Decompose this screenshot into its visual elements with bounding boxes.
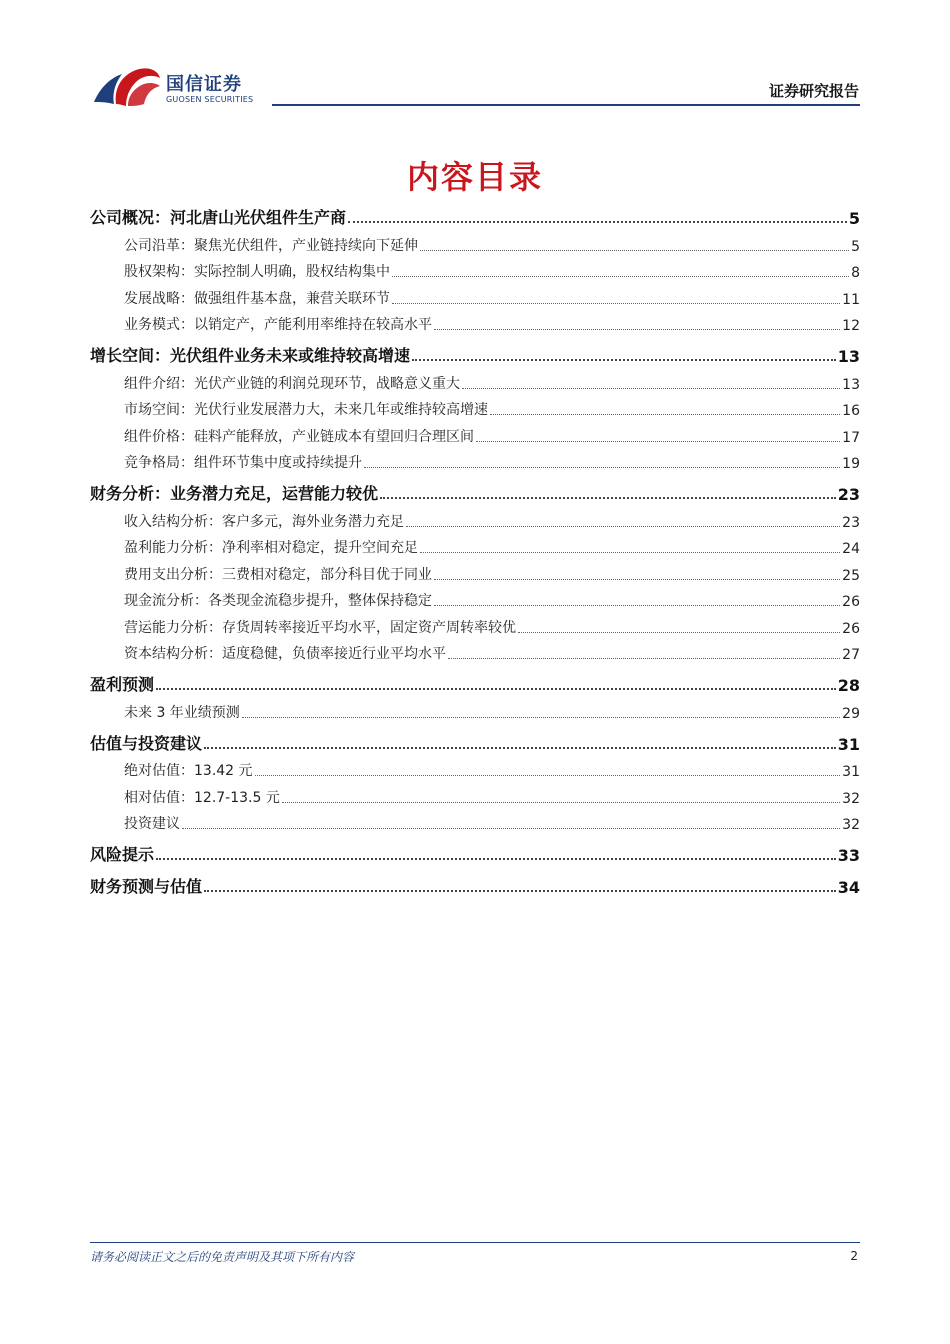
guosen-logo-icon xyxy=(92,66,162,108)
toc-subsection-link[interactable] xyxy=(90,535,860,562)
toc-subsection-link[interactable] xyxy=(90,699,860,726)
toc-leader-dots xyxy=(364,467,840,468)
toc-leader-dots xyxy=(406,526,840,527)
toc-entry-page: 27 xyxy=(842,647,860,663)
toc-leader-dots xyxy=(182,828,840,829)
toc-entry-page: 26 xyxy=(842,594,860,610)
toc-entry-text: 营运能力分析：存货周转率接近平均水平，固定资产周转率较优 xyxy=(124,619,516,636)
toc-entry-page: 17 xyxy=(842,429,860,446)
toc-section-link[interactable] xyxy=(90,837,860,869)
toc-leader-dots xyxy=(434,605,840,606)
toc-entry-text: 竞争格局：组件环节集中度或持续提升 xyxy=(124,455,362,471)
toc-section-link[interactable] xyxy=(90,869,860,901)
toc-subsection-link[interactable] xyxy=(90,588,860,615)
toc-leader-dots xyxy=(392,276,849,277)
toc-entry-text: 股权架构：实际控制人明确，股权结构集中 xyxy=(124,264,390,280)
toc-entry-page: 31 xyxy=(837,734,860,754)
toc-subsection-link[interactable] xyxy=(90,508,860,535)
toc-leader-dots xyxy=(255,775,841,776)
toc-entry-text: 增长空间：光伏组件业务未来或维持较高增速 xyxy=(90,346,411,365)
toc-leader-dots xyxy=(412,359,836,361)
toc-entry-text: 业务模式：以销定产，产能利用率维持在较高水平 xyxy=(124,317,432,333)
toc-entry-text: 估值与投资建议 xyxy=(90,733,203,753)
toc-leader-dots xyxy=(476,441,840,442)
toc-entry-page: 29 xyxy=(842,705,860,722)
page-header xyxy=(0,0,950,112)
toc-leader-dots xyxy=(420,552,840,553)
toc-subsection-link[interactable] xyxy=(90,641,860,668)
toc-subsection-link[interactable] xyxy=(90,232,860,259)
toc-leader-dots xyxy=(448,658,840,659)
toc-entry-text: 公司沿革：聚焦光伏组件，产业链持续向下延伸 xyxy=(124,237,418,254)
toc-leader-dots xyxy=(420,250,849,251)
toc-entry-page: 28 xyxy=(837,676,860,695)
toc-leader-dots xyxy=(434,579,840,580)
toc-entry-text: 盈利预测 xyxy=(90,675,155,694)
toc-subsection-link[interactable] xyxy=(90,259,860,286)
toc-entry-page: 24 xyxy=(842,541,860,557)
toc-entry-text: 市场空间：光伏行业发展潜力大，未来几年或维持较高增速 xyxy=(124,402,488,418)
toc-leader-dots xyxy=(156,688,836,690)
toc-subsection-link[interactable] xyxy=(90,811,860,838)
logo-chinese-name: 国信证券 xyxy=(166,74,242,95)
toc-entry-page: 34 xyxy=(837,878,860,897)
toc-entry-text: 相对估值：12.7-13.5 元 xyxy=(124,789,280,806)
toc-entry-text: 公司概况：河北唐山光伏组件生产商 xyxy=(90,208,347,227)
toc-subsection-link[interactable] xyxy=(90,423,860,450)
toc-leader-dots xyxy=(434,329,840,330)
toc-entry-text: 财务预测与估值 xyxy=(90,877,203,896)
toc-section-link[interactable] xyxy=(90,667,860,699)
footer-divider xyxy=(90,1242,860,1243)
toc-section-link[interactable] xyxy=(90,338,860,370)
toc-entry-page: 32 xyxy=(842,790,860,807)
toc-entry-page: 23 xyxy=(837,485,860,504)
toc-entry-text: 绝对估值：13.42 元 xyxy=(124,763,253,779)
toc-title: 内容目录 xyxy=(406,158,543,196)
toc-leader-dots xyxy=(242,717,840,718)
toc-entry-text: 收入结构分析：客户多元，海外业务潜力充足 xyxy=(124,513,404,530)
toc-entry-text: 现金流分析：各类现金流稳步提升，整体保持稳定 xyxy=(124,593,432,609)
table-of-contents xyxy=(90,200,860,901)
toc-entry-page: 8 xyxy=(851,265,860,281)
logo-english-name: GUOSEN SECURITIES xyxy=(166,95,254,104)
toc-subsection-link[interactable] xyxy=(90,370,860,397)
toc-section-link[interactable] xyxy=(90,476,860,508)
toc-subsection-link[interactable] xyxy=(90,561,860,588)
toc-entry-text: 投资建议 xyxy=(124,816,180,832)
toc-entry-page: 32 xyxy=(842,817,860,833)
toc-entry-text: 发展战略：做强组件基本盘，兼营关联环节 xyxy=(124,290,390,307)
toc-entry-page: 25 xyxy=(842,567,860,584)
toc-entry-page: 33 xyxy=(837,846,860,865)
toc-entry-text: 组件介绍：光伏产业链的利润兑现环节，战略意义重大 xyxy=(124,375,460,392)
footer-disclaimer: 请务必阅读正文之后的免责声明及其项下所有内容 xyxy=(90,1250,355,1264)
toc-entry-page: 23 xyxy=(842,514,860,531)
toc-entry-text: 财务分析：业务潜力充足，运营能力较优 xyxy=(90,484,379,503)
toc-entry-page: 12 xyxy=(842,318,860,334)
toc-entry-page: 11 xyxy=(842,291,860,308)
toc-entry-page: 13 xyxy=(837,347,860,366)
toc-entry-text: 组件价格：硅料产能释放，产业链成本有望回归合理区间 xyxy=(124,428,474,445)
toc-leader-dots xyxy=(518,632,840,633)
toc-leader-dots xyxy=(204,747,836,749)
header-divider xyxy=(272,104,860,106)
toc-entry-text: 资本结构分析：适度稳健，负债率接近行业平均水平 xyxy=(124,646,446,662)
toc-leader-dots xyxy=(282,802,840,803)
toc-subsection-link[interactable] xyxy=(90,758,860,785)
toc-entry-page: 26 xyxy=(842,620,860,637)
toc-leader-dots xyxy=(380,497,836,499)
toc-leader-dots xyxy=(348,221,847,223)
toc-section-link[interactable] xyxy=(90,726,860,758)
toc-subsection-link[interactable] xyxy=(90,397,860,424)
toc-leader-dots xyxy=(204,890,836,892)
toc-subsection-link[interactable] xyxy=(90,285,860,312)
toc-leader-dots xyxy=(462,388,840,389)
toc-entry-text: 风险提示 xyxy=(90,845,155,864)
toc-leader-dots xyxy=(392,303,840,304)
page-number: 2 xyxy=(850,1249,858,1263)
toc-entry-text: 未来 3 年业绩预测 xyxy=(124,704,240,721)
toc-entry-text: 盈利能力分析：净利率相对稳定，提升空间充足 xyxy=(124,540,418,556)
toc-entry-page: 13 xyxy=(842,376,860,393)
report-type-label: 证券研究报告 xyxy=(768,82,859,100)
toc-leader-dots xyxy=(490,414,840,415)
toc-entry-page: 5 xyxy=(851,238,860,255)
toc-subsection-link[interactable] xyxy=(90,784,860,811)
toc-entry-page: 19 xyxy=(842,456,860,472)
toc-entry-text: 费用支出分析：三费相对稳定，部分科目优于同业 xyxy=(124,566,432,583)
toc-entry-page: 31 xyxy=(842,764,860,780)
guosen-logo xyxy=(92,66,262,110)
toc-subsection-link[interactable] xyxy=(90,450,860,477)
toc-entry-page: 5 xyxy=(848,209,860,228)
toc-subsection-link[interactable] xyxy=(90,614,860,641)
toc-subsection-link[interactable] xyxy=(90,312,860,339)
toc-leader-dots xyxy=(156,858,836,860)
toc-section-link[interactable] xyxy=(90,200,860,232)
toc-entry-page: 16 xyxy=(842,403,860,419)
